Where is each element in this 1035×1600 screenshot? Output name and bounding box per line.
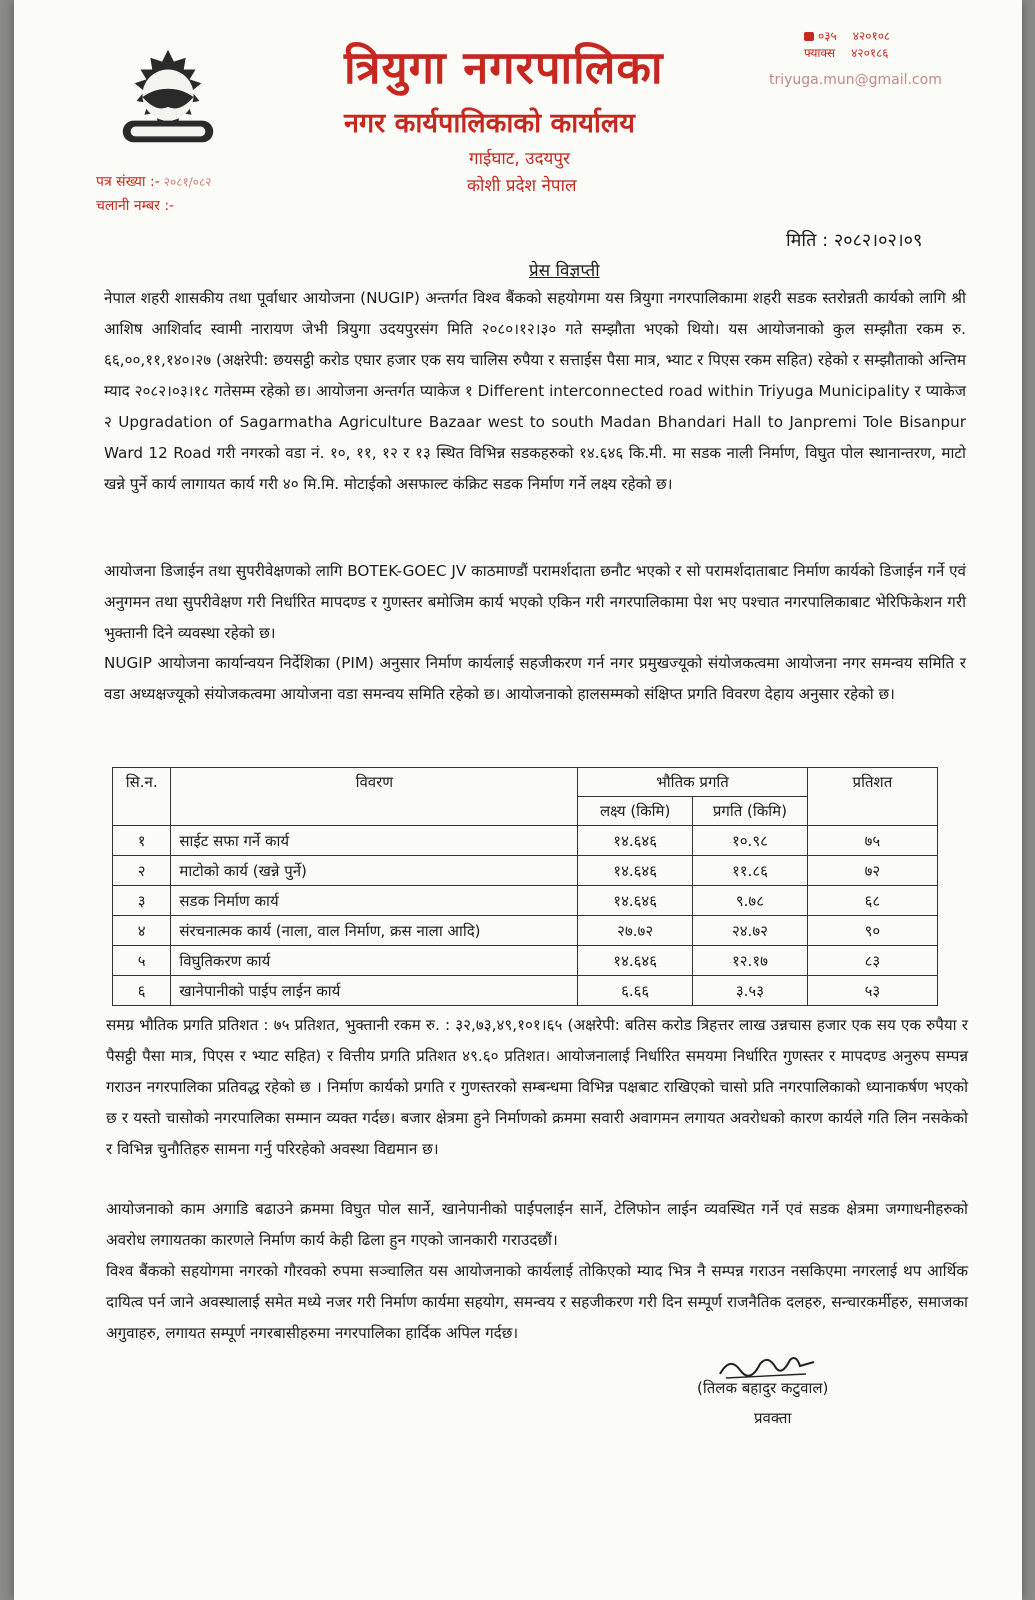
cell-percent: ७५ <box>807 826 937 856</box>
table-row <box>113 976 938 1006</box>
cell-progress: ९.७८ <box>693 886 808 916</box>
dispatch-label: चलानी नम्बर :- <box>96 198 175 214</box>
paragraph-delays: आयोजनाको काम अगाडि बढाउने क्रममा विघुत पोल सार्ने, खानेपानीको पाईपलाईन सार्ने, टेलिफोन लाईन व्यवस्थित गर्ने एवं सडक क्षेत्रमा जग्गाधनीहरुको अवरोध लगायतका कारणले निर्माण कार्य केही ढिला हुन गएको जानकारी गराउदछौं। <box>106 1200 968 1249</box>
email-address: triyuga.mun@gmail.com <box>769 72 942 88</box>
header-physical-progress: भौतिक प्रगति <box>578 768 808 797</box>
signatory-name: (तिलक बहादुर कटुवाल) <box>697 1379 829 1397</box>
table-row <box>113 856 938 886</box>
header-percent: प्रतिशत <box>807 768 937 826</box>
paragraph-project-intro: नेपाल शहरी शासकीय तथा पूर्वाधार आयोजना (NUGIP) अन्तर्गत विश्व बैंकको सहयोगमा यस त्रियुगा नगरपालिकामा शहरी सडक स्तरोन्नती कार्यको लागि श्री आशिष आशिर्वाद स्वामी नारायण जेभी त्रियुगा उदयपुरसंग मिति २०८०।१२।३० गते सम्झौता भएको थियो। यस आयोजनाको कुल सम्झौता रकम रु. ६६,००,११,१४०।२७ (अक्षरेपी: छयसट्ठी करोड एघार हजार एक सय चालिस रुपैया र सत्ताईस पैसा मात्र, भ्याट र पिएस रकम सहित) रहेको र सम्झौताको अन्तिम म्याद २०८२।०३।१८ गतेसम्म रहेको छ। आयोजना अन्तर्गत प्याकेज १ Different interconnected road within Triyuga Municipality र प्याकेज २ Upgradation of Sagarmatha Agriculture Bazaar west to south Madan Bhandari Hall to Janpremi Tole Bisanpur Ward 12 Road गरी नगरको वडा नं. १०, ११, १२ र १३ स्थित विभिन्न सडकहरुको १४.६४६ कि.मी. मा सडक नाली निर्माण, विघुत पोल स्थानान्तरण, माटो खन्ने पुर्ने कार्य लागायत कार्य गरी ४० मि.मि. मोटाईको असफाल्ट कंक्रिट सडक निर्माण गर्ने लक्ष्य रहेको छ। <box>104 289 966 493</box>
cell-progress: १२.१७ <box>693 946 808 976</box>
paragraph-committees: NUGIP आयोजना कार्यान्वयन निर्देशिका (PIM) अनुसार निर्माण कार्यलाई सहजीकरण गर्न नगर प्रमुखज्यूको संयोजकत्वमा आयोजना नगर समन्वय समिति र वडा अध्यक्षज्यूको संयोजकत्वमा आयोजना वडा समन्वय समिति रहेको छ। आयोजनाको हालसम्मको संक्षिप्त प्रगति विवरण देहाय अनुसार रहेको छ। <box>104 654 966 703</box>
contact-block <box>804 28 890 62</box>
reference-block <box>96 170 211 218</box>
cell-progress: १०.९८ <box>693 826 808 856</box>
cell-sn: ५ <box>113 946 171 976</box>
header-description: विवरण <box>171 768 578 826</box>
cell-sn: ४ <box>113 916 171 946</box>
address-line-2: कोशी प्रदेश नेपाल <box>467 176 577 196</box>
header-target: लक्ष्य (किमि) <box>578 797 693 826</box>
cell-percent: ६८ <box>807 886 937 916</box>
cell-target: ६.६६ <box>578 976 693 1006</box>
cell-target: २७.७२ <box>578 916 693 946</box>
paragraph-consultant: आयोजना डिजाईन तथा सुपरीवेक्षणको लागि BOTEK-GOEC JV काठमाण्डौं परामर्शदाता छनौट भएको र सो परामर्शदाताबाट निर्माण कार्यको डिजाईन गर्ने एवं अनुगमन तथा सुपरीवेक्षण गरी निर्धारित मापदण्ड र गुणस्तर बमोजिम कार्य भएको एकिन गरी नगरपालिकामा पेश भए पश्चात नगरपालिकाबाट भेरिफिकेशन गरी भुक्तानी दिने व्यवस्था रहेको छ। <box>104 562 966 642</box>
signatory-title: प्रवक्ता <box>754 1409 792 1427</box>
fax-number: ४२०१८६ <box>851 46 889 60</box>
document-date: मिति : २०८२।०२।०९ <box>786 230 923 251</box>
cell-target: १४.६४६ <box>578 856 693 886</box>
municipal-emblem-logo <box>109 45 227 155</box>
cell-sn: १ <box>113 826 171 856</box>
cell-target: १४.६४६ <box>578 946 693 976</box>
cell-description: संरचनात्मक कार्य (नाला, वाल निर्माण, क्रस नाला आदि) <box>171 916 578 946</box>
paragraph-appeal: विश्व बैंकको सहयोगमा नगरको गौरवको रुपमा सञ्चालित यस आयोजनाको कार्यलाई तोकिएको म्याद भित्र नै सम्पन्न गराउन नसकिएमा नगरलाई थप आर्थिक दायित्व पर्न जाने अवस्थालाई समेत मध्ये नजर गरी निर्माण कार्यमा सहयोग, समन्वय र सहजीकरण गरी दिन सम्पूर्ण राजनैतिक दलहरु, सन्चारकर्मीहरु, समाजका अगुवाहरु, लगायत सम्पूर्ण नगरबासीहरुमा नगरपालिका हार्दिक अपिल गर्दछ। <box>106 1262 968 1342</box>
cell-percent: ५३ <box>807 976 937 1006</box>
cell-sn: ३ <box>113 886 171 916</box>
table-row <box>113 916 938 946</box>
cell-target: १४.६४६ <box>578 826 693 856</box>
cell-description: साईट सफा गर्ने कार्य <box>171 826 578 856</box>
phone-icon <box>804 32 814 41</box>
cell-description: खानेपानीको पाईप लाईन कार्य <box>171 976 578 1006</box>
cell-progress: २४.७२ <box>693 916 808 946</box>
ref-label: पत्र संख्या :- <box>96 174 160 190</box>
table-row <box>113 886 938 916</box>
ref-value: २०८१/०८२ <box>163 175 212 189</box>
cell-description: सडक निर्माण कार्य <box>171 886 578 916</box>
cell-progress: ११.८६ <box>693 856 808 886</box>
office-name: नगर कार्यपालिकाको कार्यालय <box>344 108 635 139</box>
progress-table <box>112 767 938 1006</box>
document-page <box>14 0 1022 1600</box>
table-row <box>113 826 938 856</box>
phone-area-code: ०३५ <box>818 29 837 43</box>
cell-description: माटोको कार्य (खन्ने पुर्ने) <box>171 856 578 886</box>
header-progress: प्रगति (किमि) <box>693 797 808 826</box>
cell-percent: ७२ <box>807 856 937 886</box>
header-sn: सि.न. <box>113 768 171 826</box>
fax-label: फ्याक्स <box>804 46 836 60</box>
cell-percent: ९० <box>807 916 937 946</box>
address-line-1: गाईघाट, उदयपुर <box>469 149 570 169</box>
table-row <box>113 946 938 976</box>
press-release-title: प्रेस विज्ञप्ती <box>529 261 600 281</box>
municipality-name: त्रियुगा नगरपालिका <box>344 41 664 94</box>
table-header-row <box>113 768 938 797</box>
cell-percent: ८३ <box>807 946 937 976</box>
cell-description: विघुतिकरण कार्य <box>171 946 578 976</box>
phone-number: ४२०१०८ <box>852 29 891 43</box>
cell-progress: ३.५३ <box>693 976 808 1006</box>
cell-sn: २ <box>113 856 171 886</box>
cell-target: १४.६४६ <box>578 886 693 916</box>
cell-sn: ६ <box>113 976 171 1006</box>
paragraph-overall-progress: समग्र भौतिक प्रगति प्रतिशत : ७५ प्रतिशत, भुक्तानी रकम रु. : ३२,७३,४९,१०१।६५ (अक्षरेपी: बतिस करोड त्रिहत्तर लाख उन्नचास हजार एक सय एक रुपैया र पैसट्ठी पैसा मात्र, पिएस र भ्याट सहित) र वित्तीय प्रगति प्रतिशत ४९.६० प्रतिशत। आयोजनालाई निर्धारित समयमा निर्धारित गुणस्तर र मापदण्ड अनुरुप सम्पन्न गराउन नगरपालिका प्रतिवद्ध रहेको छ । निर्माण कार्यको प्रगति र गुणस्तरको सम्बन्धमा विभिन्न पक्षबाट राखिएको चासो प्रति नगरपालिकाको ध्यानाकर्षण भएको छ र यस्तो चासोको नगरपालिका सम्मान व्यक्त गर्दछ। बजार क्षेत्रमा हुने निर्माणको क्रममा सवारी अवागमन लगायत अवरोधको कारण कार्यले गति लिन नसकेको र विभिन्न चुनौतिहरु सामना गर्नु परिरहेको अवस्था विद्यमान छ। <box>106 1016 968 1158</box>
